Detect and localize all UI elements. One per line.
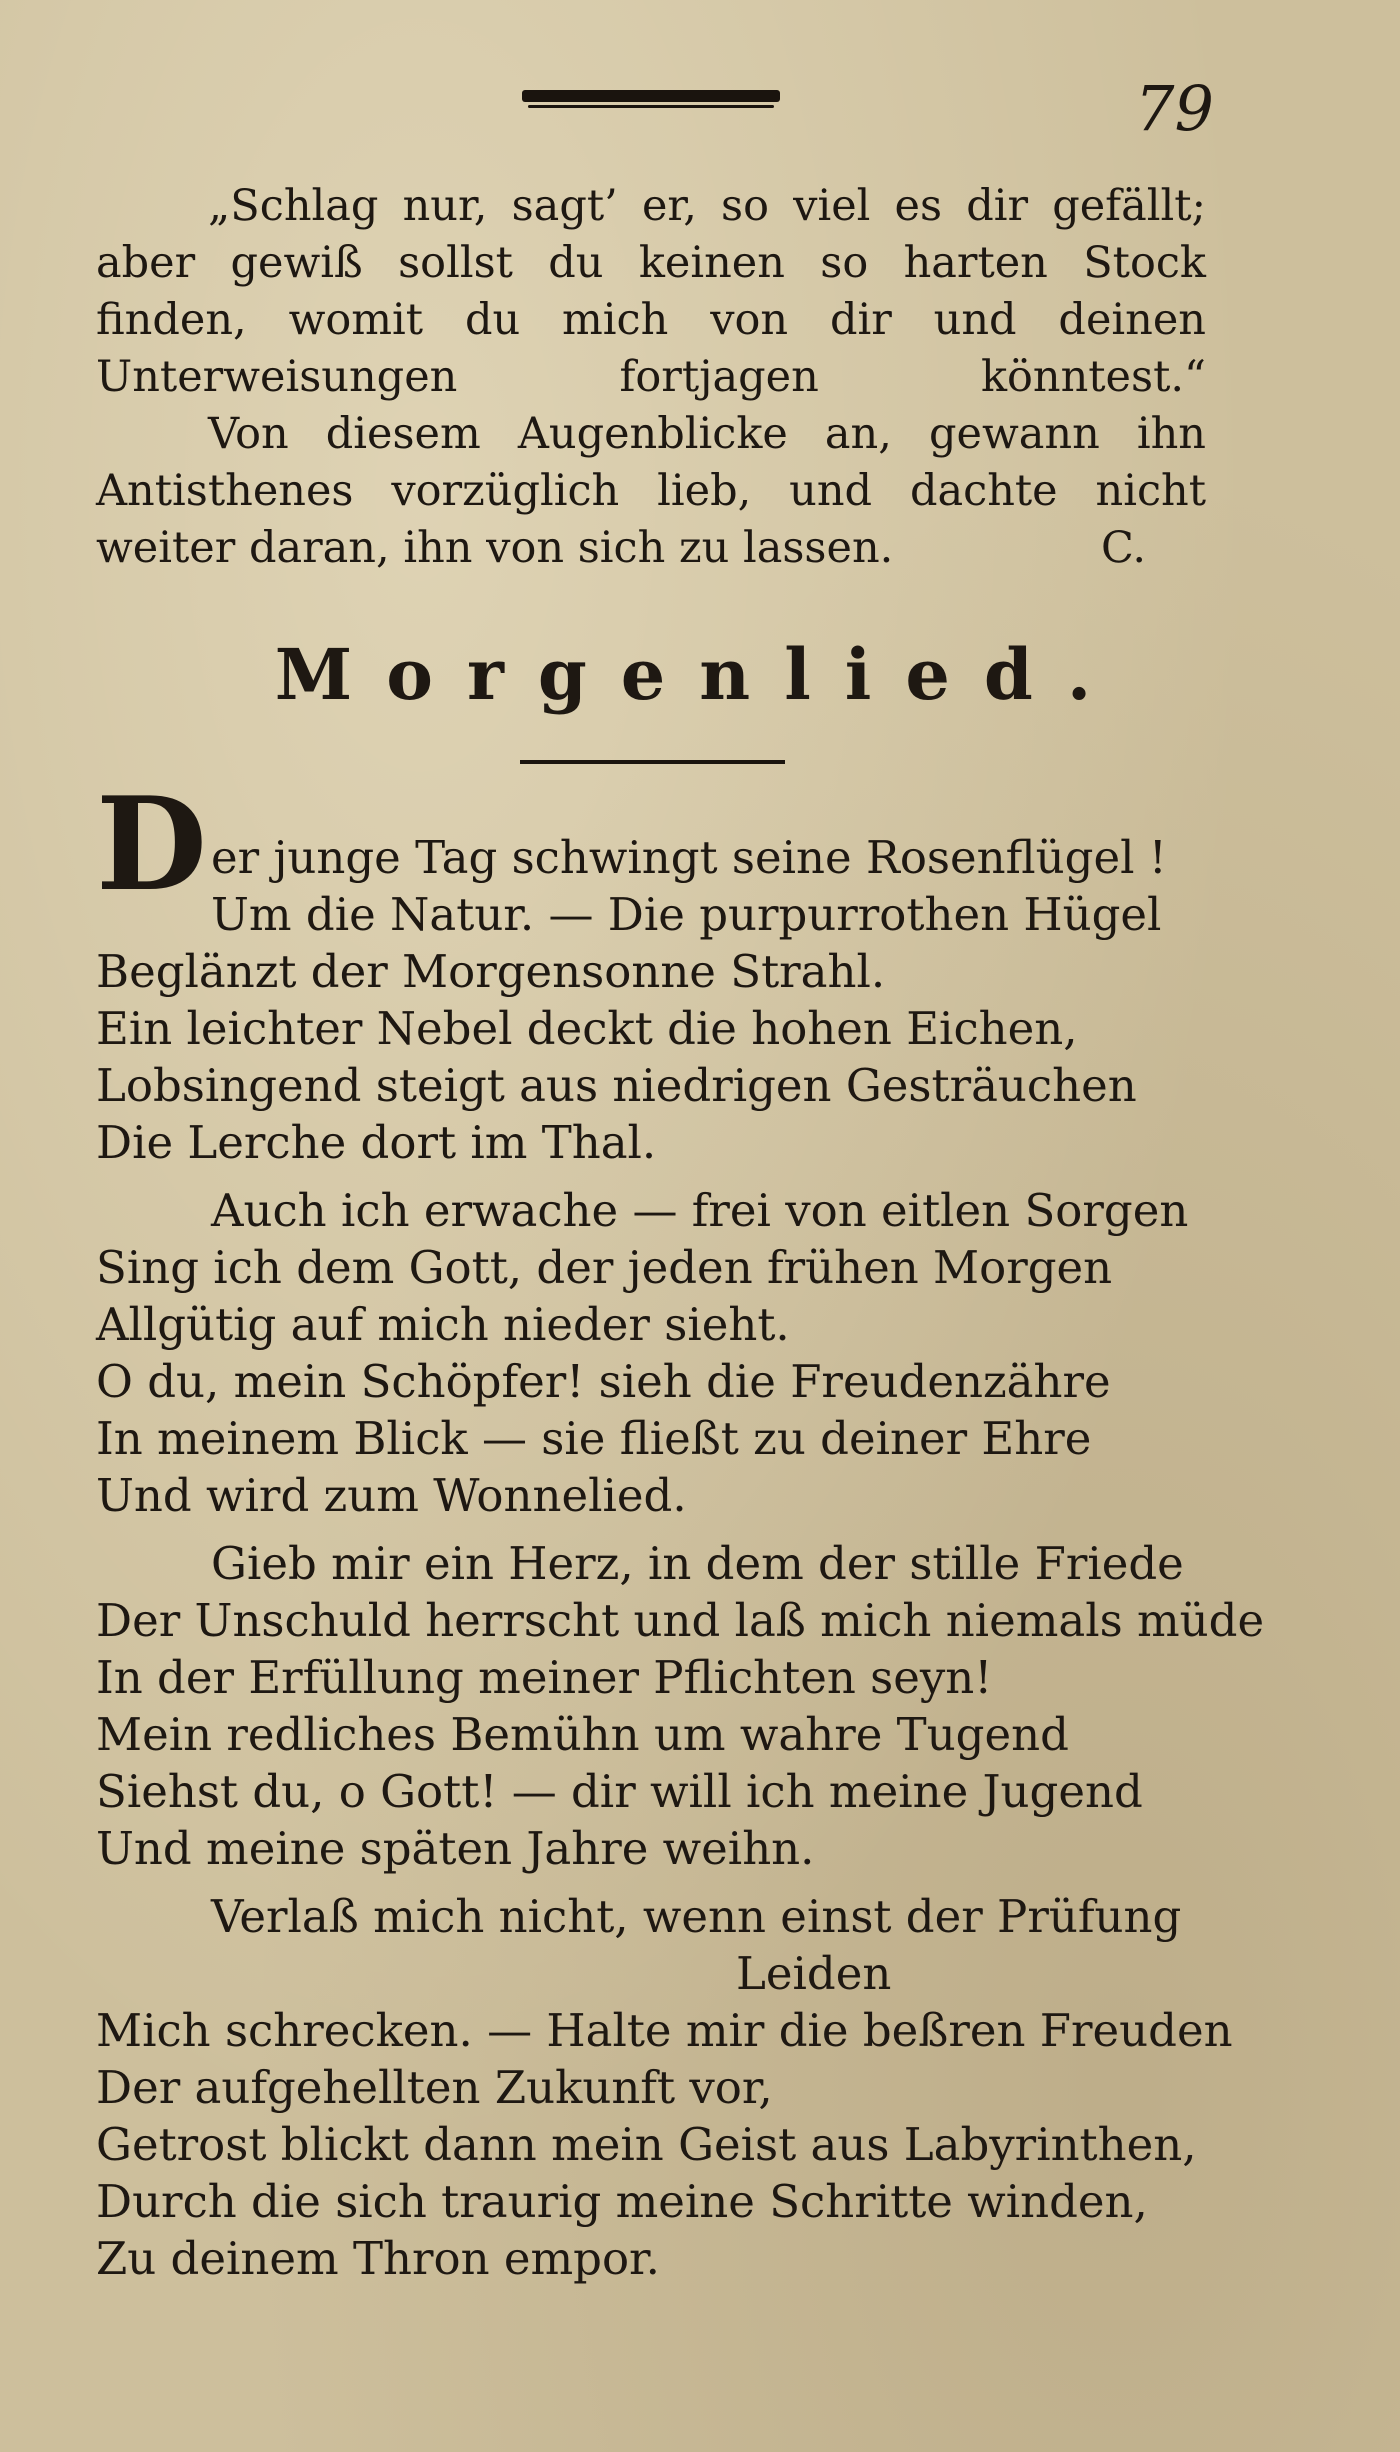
poem-line: Mein redliches Bemühn um wahre Tugend — [96, 1708, 1069, 1761]
prose-paragraph-2 — [96, 406, 1206, 577]
poem-line: O du, mein Schöpfer! sieh die Freudenzähre — [96, 1355, 1111, 1408]
poem-line: Ein leichter Nebel deckt die hohen Eichen, — [96, 1002, 1078, 1055]
poem-line: Und meine späten Jahre weihn. — [96, 1822, 815, 1875]
header-ornament-rule — [522, 90, 780, 102]
stanza-1 — [96, 770, 1236, 1171]
poem-line: Auch ich erwache — frei von eitlen Sorgen — [211, 1184, 1189, 1237]
prose-paragraph-2-text: Von diesem Augenblicke an, gewann ihn Antisthenes vorzüglich lieb, und dachte nicht weiter daran, ihn von sich zu lassen. — [96, 409, 1206, 573]
poem-line: Mich schrecken. — Halte mir die beßren Freuden — [96, 2004, 1233, 2057]
poem-line: Gieb mir ein Herz, in dem der stille Friede — [211, 1537, 1184, 1590]
poem-line: Sing ich dem Gott, der jeden frühen Morgen — [96, 1241, 1113, 1294]
poem-line: Um die Natur. — Die purpurrothen Hügel — [211, 888, 1162, 941]
poem-line: Und wird zum Wonnelied. — [96, 1469, 687, 1522]
poem-line-continuation: Leiden — [736, 1947, 892, 2000]
poem-line: Lobsingend steigt aus niedrigen Gesträuchen — [96, 1059, 1137, 1112]
title-divider — [520, 760, 785, 764]
stanza-3 — [96, 1535, 1265, 1877]
poem-line: Der aufgehellten Zukunft vor, — [96, 2061, 773, 2114]
story-ending — [96, 178, 1206, 577]
poem-line: er junge Tag schwingt seine Rosenflügel ! — [211, 831, 1167, 884]
poem-body — [96, 770, 1265, 2298]
stanza-4 — [96, 1888, 1236, 2287]
stanza-2 — [96, 1182, 1236, 1524]
prose-paragraph-1: „Schlag nur, sagt’ er, so viel es dir gefällt; aber gewiß sollst du keinen so harten Stock finden, womit du mich von dir und deinen Unterweisungen fortjagen könntest.“ — [96, 181, 1206, 402]
drop-cap: D — [96, 770, 207, 920]
poem-line: Beglänzt der Morgensonne Strahl. — [96, 945, 886, 998]
poem-line: Der Unschuld herrscht und laß mich niemals müde — [96, 1594, 1265, 1647]
poem-line: Zu deinem Thron empor. — [96, 2232, 660, 2285]
poem-line: In der Erfüllung meiner Pflichten seyn! — [96, 1651, 993, 1704]
poem-line: Durch die sich traurig meine Schritte winden, — [96, 2175, 1148, 2228]
poem-line: Allgütig auf mich nieder sieht. — [96, 1298, 790, 1351]
poem-line: Siehst du, o Gott! — dir will ich meine Jugend — [96, 1765, 1143, 1818]
poem-title: Morgenlied. — [274, 633, 1126, 716]
author-signature: C. — [1100, 523, 1146, 573]
poem-line: In meinem Blick — sie fließt zu deiner Ehre — [96, 1412, 1092, 1465]
page-number: 79 — [1135, 72, 1214, 145]
poem-line: Verlaß mich nicht, wenn einst der Prüfung — [211, 1890, 1182, 1943]
poem-line: Die Lerche dort im Thal. — [96, 1116, 657, 1169]
poem-line: Getrost blickt dann mein Geist aus Labyrinthen, — [96, 2118, 1197, 2171]
